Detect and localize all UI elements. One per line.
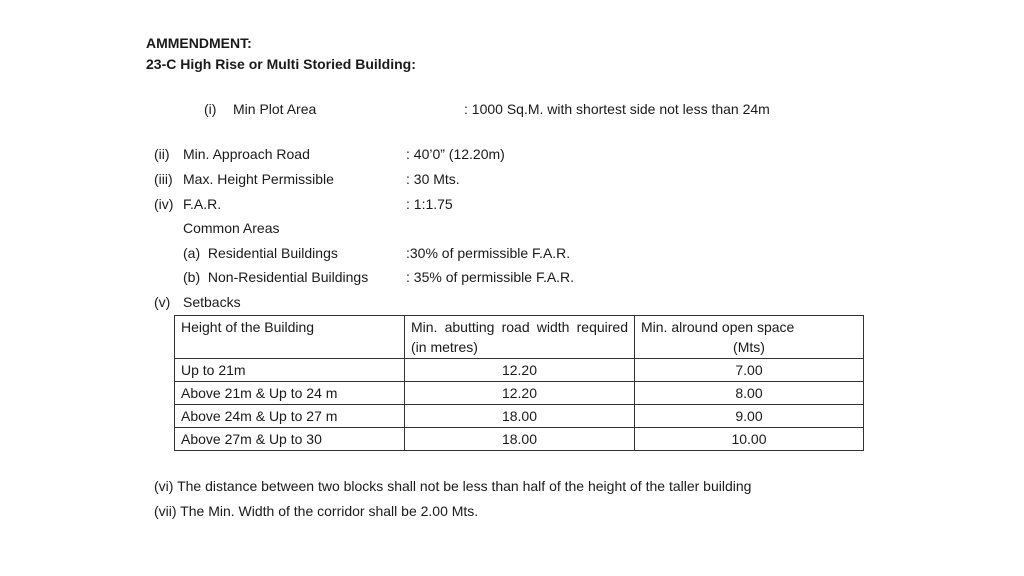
rule-7-text: (vii) The Min. Width of the corridor shall be 2.00 Mts. xyxy=(154,503,479,519)
rule-1-number: (i) xyxy=(204,101,217,117)
header-open-space-label: Min. alround open space xyxy=(641,319,795,335)
common-area-residential-label: (a) Residential Buildings xyxy=(183,245,338,261)
cell-open-space: 8.00 xyxy=(635,382,864,405)
header-road-width: Min. abutting road width required (in metres) xyxy=(405,316,635,359)
rule-2-label: Min. Approach Road xyxy=(183,146,310,162)
rule-3-number: (iii) xyxy=(154,171,173,187)
setbacks-label: Setbacks xyxy=(183,294,241,310)
rule-6-text: (vi) The distance between two blocks shall not be less than half of the height of the taller building xyxy=(154,478,752,494)
header-height: Height of the Building xyxy=(175,316,405,359)
common-area-nonresidential-value: : 35% of permissible F.A.R. xyxy=(406,269,575,285)
cell-road-width: 12.20 xyxy=(405,382,635,405)
rule-3-value: : 30 Mts. xyxy=(406,171,460,187)
section-heading: 23-C High Rise or Multi Storied Building: xyxy=(146,56,416,72)
setbacks-table xyxy=(174,315,864,451)
rule-1-value: : 1000 Sq.M. with shortest side not less than 24m xyxy=(464,101,770,117)
table-row xyxy=(175,405,864,428)
rule-1-label: Min Plot Area xyxy=(233,101,317,117)
common-area-nonresidential-label: (b) Non-Residential Buildings xyxy=(183,269,369,285)
setbacks-number: (v) xyxy=(154,294,171,310)
table-row xyxy=(175,428,864,451)
header-open-space-unit: (Mts) xyxy=(733,339,765,355)
table-row xyxy=(175,382,864,405)
table-row xyxy=(175,359,864,382)
cell-height: Above 27m & Up to 30 xyxy=(175,428,405,451)
cell-road-width: 12.20 xyxy=(405,359,635,382)
cell-road-width: 18.00 xyxy=(405,405,635,428)
table-header-row xyxy=(175,316,864,359)
rule-2-value: : 40’0” (12.20m) xyxy=(406,146,505,162)
rule-3-label: Max. Height Permissible xyxy=(183,171,334,187)
rule-4-value: : 1:1.75 xyxy=(406,196,453,212)
common-area-residential-value: :30% of permissible F.A.R. xyxy=(406,245,571,261)
rule-2-number: (ii) xyxy=(154,146,170,162)
cell-height: Above 24m & Up to 27 m xyxy=(175,405,405,428)
cell-open-space: 10.00 xyxy=(635,428,864,451)
cell-open-space: 9.00 xyxy=(635,405,864,428)
rule-4-number: (iv) xyxy=(154,196,174,212)
cell-height: Up to 21m xyxy=(175,359,405,382)
cell-road-width: 18.00 xyxy=(405,428,635,451)
cell-height: Above 21m & Up to 24 m xyxy=(175,382,405,405)
common-areas-title: Common Areas xyxy=(183,220,280,236)
cell-open-space: 7.00 xyxy=(635,359,864,382)
rule-4-label: F.A.R. xyxy=(183,196,222,212)
header-open-space xyxy=(635,316,864,359)
page-title: AMMENDMENT: xyxy=(146,35,252,51)
